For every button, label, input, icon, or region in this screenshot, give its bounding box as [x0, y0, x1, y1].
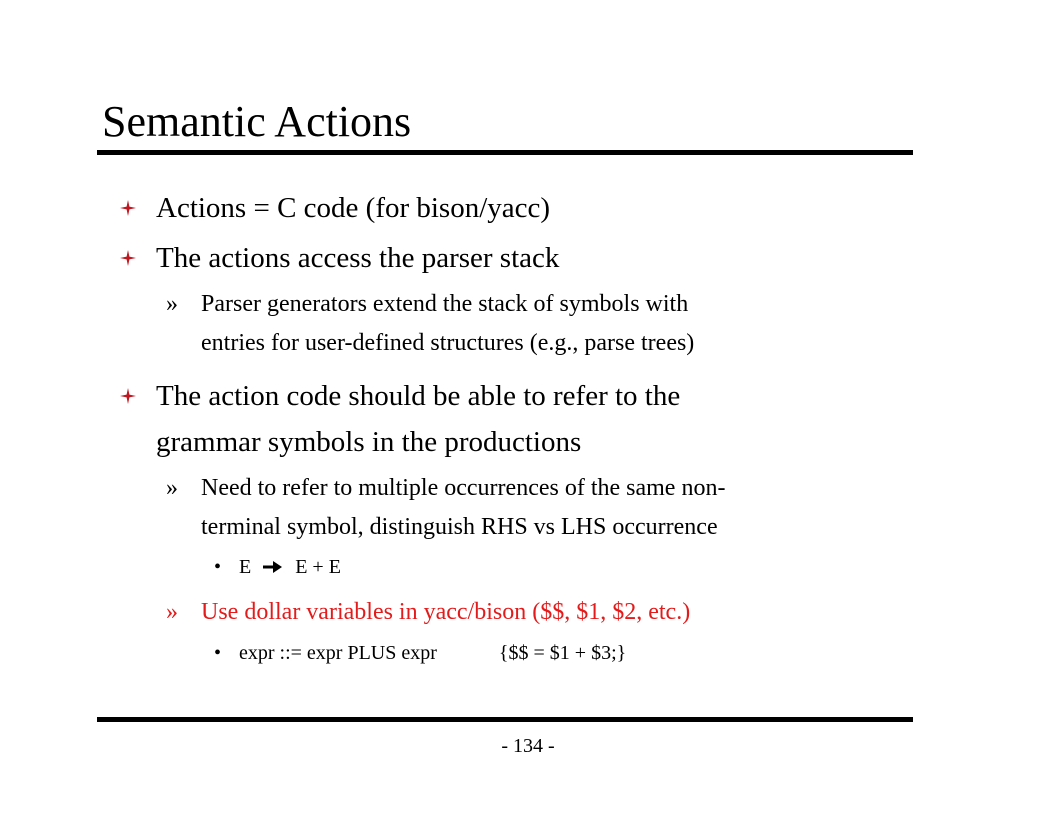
bullet-text: Actions = C code (for bison/yacc) [156, 192, 551, 224]
right-arrow-icon [262, 560, 284, 574]
semantic-action: {$$ = $1 + $3;} [498, 642, 627, 664]
title-divider [97, 150, 913, 155]
dot-bullet-marker: • [214, 556, 222, 578]
sub-bullet-marker: » [166, 291, 178, 317]
bullet-text: The action code should be able to refer to the [156, 380, 681, 412]
sub-bullet-text: terminal symbol, distinguish RHS vs LHS occurrence [201, 514, 718, 540]
sub-bullet-item [166, 470, 726, 506]
sub-bullet-text: Use dollar variables in yacc/bison ($$, $1, $2, etc.) [201, 599, 691, 625]
dot-bullet-marker: • [214, 642, 222, 664]
bullet-item-2 [156, 236, 559, 280]
sub-bullet-text: Parser generators extend the stack of symbols with [201, 291, 689, 317]
grammar-rule: expr ::= expr PLUS expr [239, 642, 437, 664]
sub-bullet-marker: » [166, 599, 178, 625]
sub-bullet-item [166, 286, 689, 322]
bullet-continuation [156, 420, 581, 464]
sub-bullet-continuation [201, 509, 718, 545]
diamond-bullet-icon [120, 250, 136, 266]
sub-bullet-text: Need to refer to multiple occurrences of the same non- [201, 475, 726, 501]
sub-bullet-continuation [201, 325, 694, 361]
sub-bullet-text: entries for user-defined structures (e.g., parse trees) [201, 330, 695, 356]
sub-bullet-item-highlight [166, 594, 691, 630]
bullet-item-3 [156, 374, 680, 418]
diamond-bullet-icon [120, 200, 136, 216]
production-lhs: E [239, 556, 252, 578]
sub-bullet-marker: » [166, 475, 178, 501]
page-number: - 134 - [501, 735, 555, 757]
diamond-bullet-icon [120, 388, 136, 404]
bullet-item-1 [156, 186, 550, 230]
bullet-text: grammar symbols in the productions [156, 426, 582, 458]
sub-sub-bullet-item [214, 638, 627, 668]
footer-divider [97, 717, 913, 722]
production-rhs: E + E [295, 556, 341, 578]
sub-sub-bullet-item [214, 552, 341, 582]
slide-title: Semantic Actions [102, 97, 412, 146]
bullet-text: The actions access the parser stack [156, 242, 560, 274]
